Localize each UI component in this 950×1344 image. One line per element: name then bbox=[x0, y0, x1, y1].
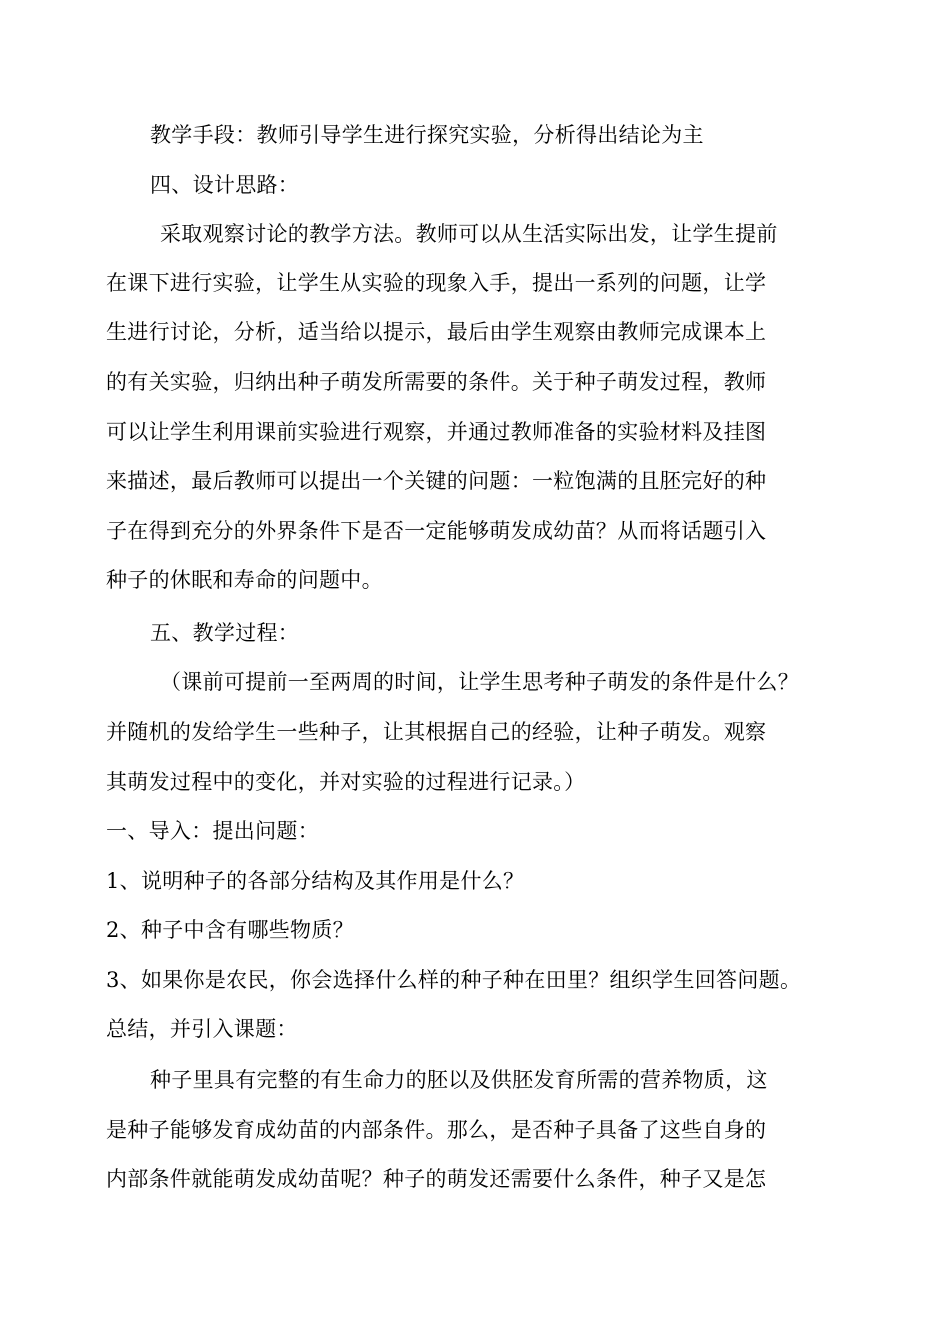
paragraph-line: 种子里具有完整的有生命力的胚以及供胚发育所需的营养物质，这 bbox=[150, 1068, 768, 1092]
question-item: 3、如果你是农民，你会选择什么样的种子种在田里？组织学生回答问题。 bbox=[106, 968, 802, 992]
summary-line: 总结，并引入课题： bbox=[106, 1017, 298, 1041]
paragraph-line: 内部条件就能萌发成幼苗呢？种子的萌发还需要什么条件，种子又是怎 bbox=[106, 1167, 767, 1191]
paragraph-line: 其萌发过程中的变化，并对实验的过程进行记录。） bbox=[106, 770, 586, 794]
teaching-means-line: 教学手段：教师引导学生进行探究实验，分析得出结论为主 bbox=[150, 123, 704, 147]
paragraph-line: 种子的休眠和寿命的问题中。 bbox=[106, 568, 383, 592]
question-item: 2、种子中含有哪些物质？ bbox=[106, 918, 354, 942]
paragraph-line: 来描述，最后教师可以提出一个关键的问题：一粒饱满的且胚完好的种 bbox=[106, 469, 767, 493]
paragraph-line: 并随机的发给学生一些种子，让其根据自己的经验，让种子萌发。观察 bbox=[106, 720, 767, 744]
paragraph-line: 在课下进行实验，让学生从实验的现象入手，提出一系列的问题，让学 bbox=[106, 271, 767, 295]
paragraph-line: 可以让学生利用课前实验进行观察，并通过教师准备的实验材料及挂图 bbox=[106, 420, 767, 444]
paragraph-line: 的有关实验，归纳出种子萌发所需要的条件。关于种子萌发过程，教师 bbox=[106, 370, 767, 394]
question-item: 1、说明种子的各部分结构及其作用是什么？ bbox=[106, 869, 525, 893]
intro-heading: 一、导入：提出问题： bbox=[106, 819, 319, 843]
paragraph-line: 是种子能够发育成幼苗的内部条件。那么，是否种子具备了这些自身的 bbox=[106, 1118, 767, 1142]
paragraph-line: 采取观察讨论的教学方法。教师可以从生活实际出发，让学生提前 bbox=[160, 222, 778, 246]
paragraph-line: 子在得到充分的外界条件下是否一定能够萌发成幼苗？从而将话题引入 bbox=[106, 519, 767, 543]
paragraph-line: 生进行讨论，分析，适当给以提示，最后由学生观察由教师完成课本上 bbox=[106, 320, 767, 344]
section-heading-process: 五、教学过程： bbox=[150, 621, 300, 645]
paragraph-line: （课前可提前一至两周的时间，让学生思考种子萌发的条件是什么？ bbox=[160, 670, 799, 694]
section-heading-design: 四、设计思路： bbox=[150, 173, 300, 197]
